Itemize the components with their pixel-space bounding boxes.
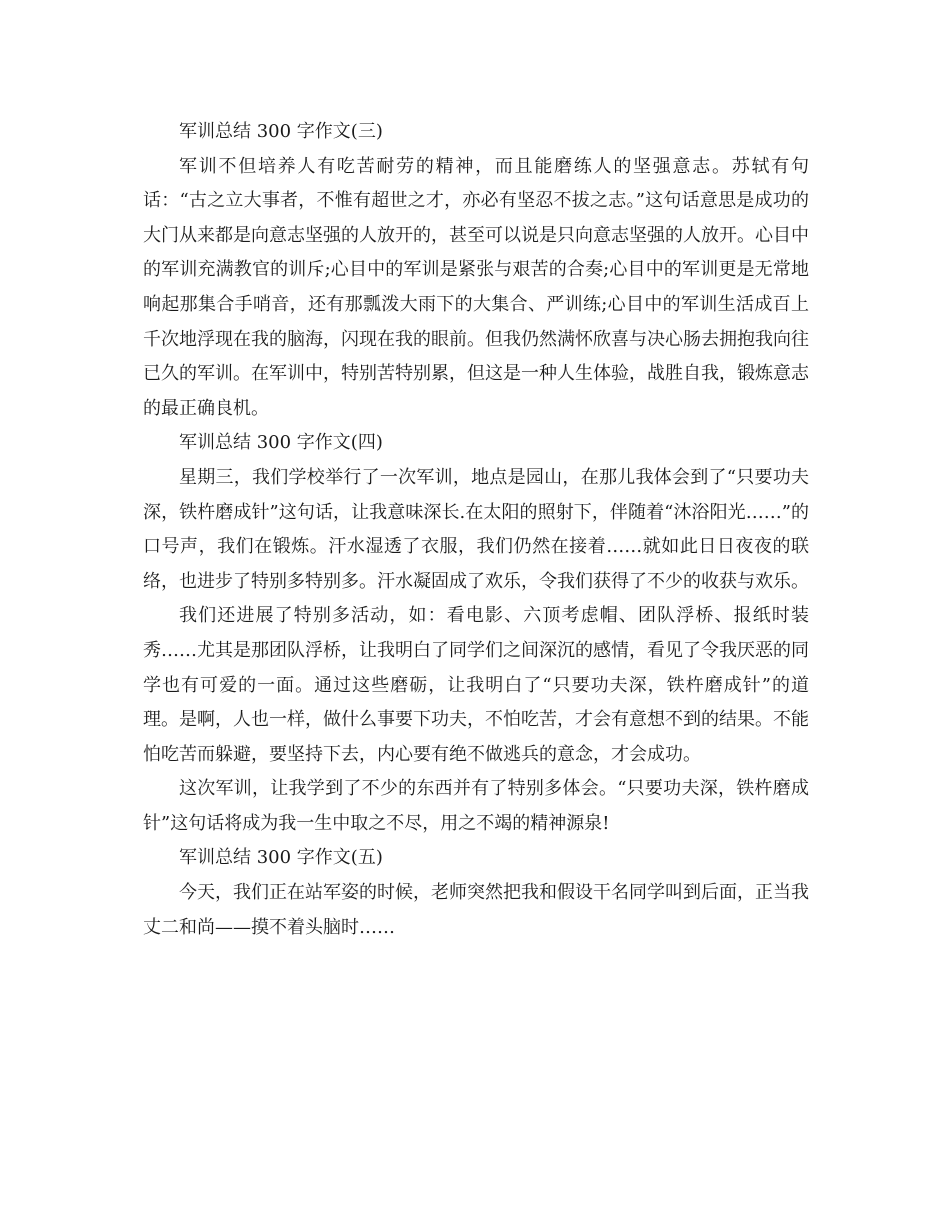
paragraph: 这次军训，让我学到了不少的东西并有了特别多体会。“只要功夫深，铁杵磨成针”这句话将成为我一生中取之不尽，用之不竭的精神源泉! <box>143 778 809 834</box>
paragraph: 今天，我们正在站军姿的时候，老师突然把我和假设干名同学叫到后面，正当我丈二和尚——摸不着头脑时…… <box>143 882 809 938</box>
document-page <box>143 115 809 945</box>
paragraph: 星期三，我们学校举行了一次军训，地点是园山，在那儿我体会到了“只要功夫深，铁杵磨成针”这句话，让我意味深长.在太阳的照射下，伴随着“沐浴阳光……”的口号声，我们在锻炼。汗水湿透了衣服，我们仍然在接着……就如此日日夜夜的联络，也进步了特别多特别多。汗水凝固成了欢乐，令我们获得了不少的收获与欢乐。 <box>143 466 809 592</box>
section-heading: 军训总结 300 字作文(四) <box>179 432 383 454</box>
section-heading: 军训总结 300 字作文(五) <box>179 847 383 869</box>
paragraph: 军训不但培养人有吃苦耐劳的精神，而且能磨练人的坚强意志。苏轼有句话：“古之立大事者，不惟有超世之才，亦必有坚忍不拔之志。”这句话意思是成功的大门从来都是向意志坚强的人放开的，甚至可以说是只向意志坚强的人放开。心目中的军训充满教官的训斥;心目中的军训是紧张与艰苦的合奏;心目中的军训更是无常地响起那集合手哨音，还有那瓢泼大雨下的大集合、严训练;心目中的军训生活成百上千次地浮现在我的脑海，闪现在我的眼前。但我仍然满怀欣喜与决心肠去拥抱我向往已久的军训。在军训中，特别苦特别累，但这是一种人生体验，战胜自我，锻炼意志的最正确良机。 <box>143 155 809 419</box>
section-heading: 军训总结 300 字作文(三) <box>179 121 383 142</box>
paragraph: 我们还进展了特别多活动，如：看电影、六顶考虑帽、团队浮桥、报纸时装秀……尤其是那团队浮桥，让我明白了同学们之间深沉的感情，看见了令我厌恶的同学也有可爱的一面。通过这些磨砺，让我明白了“只要功夫深，铁杵磨成针”的道理。是啊，人也一样，做什么事要下功夫，不怕吃苦，才会有意想不到的结果。不能怕吃苦而躲避，要坚持下去，内心要有绝不做逃兵的意念，才会成功。 <box>143 605 809 765</box>
